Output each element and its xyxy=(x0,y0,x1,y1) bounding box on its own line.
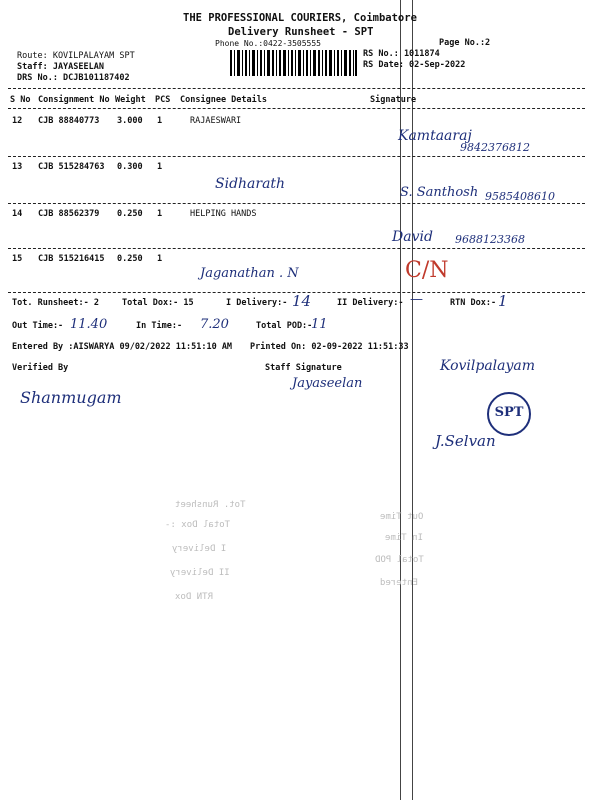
i-delivery-value: 14 xyxy=(292,292,312,310)
in-time-value: 7.20 xyxy=(200,317,229,332)
rs-date: RS Date: 02-Sep-2022 xyxy=(363,60,466,70)
row-pcs: 1 xyxy=(157,116,163,126)
row-consignment: CJB 515216415 xyxy=(38,254,105,264)
col-header-consignee: Consignee Details xyxy=(180,95,267,105)
bleed-text: Tot. Runsheet xyxy=(175,500,246,510)
fold-line xyxy=(412,0,413,800)
row-consignment: CJB 88562379 xyxy=(38,209,100,219)
fold-line xyxy=(400,0,401,800)
row-pcs: 1 xyxy=(157,209,163,219)
runsheet-subtitle: Delivery Runsheet - SPT xyxy=(228,26,374,38)
branch-signature: Kovilpalayam xyxy=(440,358,536,374)
row-consignment: CJB 88840773 xyxy=(38,116,100,126)
row-pcs: 1 xyxy=(157,162,163,172)
bleed-text: In Time xyxy=(385,533,423,543)
col-header-sno: S No xyxy=(10,95,31,105)
in-time-label: In Time:- xyxy=(136,321,183,331)
row-weight: 3.000 xyxy=(117,116,143,126)
spt-stamp xyxy=(487,392,531,436)
bleed-text: RTN Dox xyxy=(175,592,213,602)
row-sno: 12 xyxy=(12,116,23,126)
total-runsheet: Tot. Runsheet:- 2 xyxy=(12,298,99,308)
out-time-value: 11.40 xyxy=(70,317,108,332)
row-weight: 0.250 xyxy=(117,209,143,219)
bleed-text: II Delivery xyxy=(170,568,230,578)
bleed-text: I Delivery xyxy=(172,544,227,554)
ii-delivery-value: — xyxy=(410,292,423,307)
rtn-dox-label: RTN Dox:- xyxy=(450,298,497,308)
i-delivery-label: I Delivery:- xyxy=(226,298,288,308)
company-title: THE PROFESSIONAL COURIERS, Coimbatore xyxy=(183,12,417,24)
row-phone: 9688123368 xyxy=(455,233,525,246)
staff-label: Staff: JAYASEELAN xyxy=(17,62,104,72)
stamp-text: SPT xyxy=(494,405,524,420)
row-consignee-handwritten: Jaganathan . N xyxy=(200,266,299,281)
row-signature: S. Santhosh xyxy=(400,185,479,200)
col-header-consignment: Consignment No xyxy=(38,95,110,105)
ii-delivery-label: II Delivery:- xyxy=(337,298,404,308)
verified-by-label: Verified By xyxy=(12,363,69,373)
row-signature: C/N xyxy=(405,258,449,283)
staff-signature-label: Staff Signature xyxy=(265,363,342,373)
col-header-pcs: PCS xyxy=(155,95,171,105)
out-time-label: Out Time:- xyxy=(12,321,64,331)
page-number: Page No.:2 xyxy=(439,38,491,48)
total-pod-label: Total POD:- xyxy=(256,321,313,331)
divider xyxy=(8,248,585,249)
col-header-signature: Signature xyxy=(370,95,417,105)
row-sno: 14 xyxy=(12,209,23,219)
divider xyxy=(8,156,585,157)
col-header-weight: Weight xyxy=(115,95,146,105)
row-consignee: HELPING HANDS xyxy=(190,209,257,219)
row-sno: 15 xyxy=(12,254,23,264)
divider xyxy=(8,203,585,204)
rtn-dox-value: 1 xyxy=(498,292,508,310)
total-dox: Total Dox:- 15 xyxy=(122,298,194,308)
row-signature: Kamtaaraj xyxy=(398,128,472,144)
bleed-text: Out Time xyxy=(380,512,424,522)
divider xyxy=(8,88,585,89)
row-consignee: RAJAESWARI xyxy=(190,116,242,126)
row-weight: 0.250 xyxy=(117,254,143,264)
bleed-text: Total Dox :- xyxy=(165,520,231,530)
drs-number: DRS No.: DCJB101187402 xyxy=(17,73,130,83)
row-pcs: 1 xyxy=(157,254,163,264)
staff-signature: Jayaseelan xyxy=(292,376,363,391)
manager-signature: J.Selvan xyxy=(435,432,496,450)
verifier-signature: Shanmugam xyxy=(20,388,122,407)
row-sno: 13 xyxy=(12,162,23,172)
rs-number: RS No.: 1011874 xyxy=(363,49,440,59)
row-signature: David xyxy=(392,229,433,245)
divider xyxy=(8,108,585,109)
total-pod-value: 11 xyxy=(311,317,328,332)
row-consignee-handwritten: Sidharath xyxy=(215,176,286,192)
row-weight: 0.300 xyxy=(117,162,143,172)
barcode xyxy=(230,50,358,78)
bleed-text: Total POD xyxy=(375,555,424,565)
row-consignment: CJB 515284763 xyxy=(38,162,105,172)
row-phone: 9842376812 xyxy=(460,141,530,154)
bleed-text: Entered xyxy=(380,578,418,588)
entered-by: Entered By :AISWARYA 09/02/2022 11:51:10 AM xyxy=(12,342,233,352)
row-phone: 9585408610 xyxy=(485,190,555,203)
phone-number: Phone No.:0422-3505555 xyxy=(215,39,321,48)
route-label: Route: KOVILPALAYAM SPT xyxy=(17,51,135,61)
printed-on: Printed On: 02-09-2022 11:51:33 xyxy=(250,342,409,352)
